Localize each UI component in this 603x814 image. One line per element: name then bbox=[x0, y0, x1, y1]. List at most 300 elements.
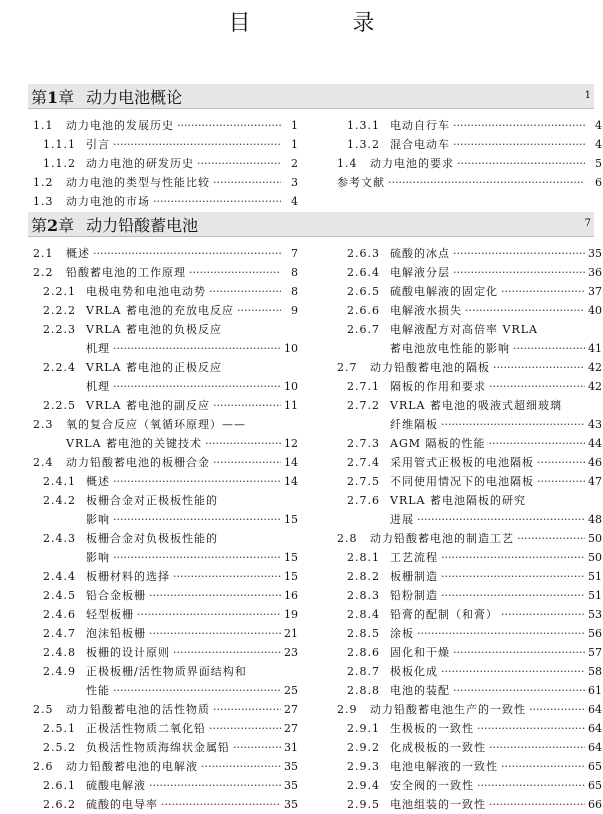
leader-dots bbox=[417, 624, 585, 643]
leader-dots bbox=[453, 681, 585, 700]
entry-line bbox=[390, 377, 602, 396]
leader-dots bbox=[493, 358, 585, 377]
page-number: 35 bbox=[284, 798, 298, 811]
entry-line bbox=[390, 453, 602, 472]
chapter-name: 动力电池概论 bbox=[86, 88, 183, 107]
section-title: 动力电池的类型与性能比较 bbox=[66, 176, 210, 189]
toc-entry[interactable] bbox=[28, 320, 298, 339]
entry-line bbox=[390, 244, 602, 263]
section-number: 1.3.2 bbox=[347, 138, 380, 151]
leader-dots bbox=[173, 643, 281, 662]
toc-entry[interactable] bbox=[28, 662, 298, 681]
leader-dots bbox=[477, 719, 585, 738]
entry-line bbox=[66, 434, 298, 453]
toc-entry[interactable] bbox=[332, 154, 602, 173]
section-number: 1.1 bbox=[33, 119, 54, 132]
section-title: VRLA 蓄电池的正极反应 bbox=[86, 361, 222, 374]
toc-entry[interactable] bbox=[332, 116, 602, 135]
section-title: 正极板栅/活性物质界面结构和 bbox=[86, 665, 247, 678]
page-number: 61 bbox=[588, 684, 602, 697]
leader-dots bbox=[529, 700, 585, 719]
page-number: 12 bbox=[284, 437, 298, 450]
leader-dots bbox=[489, 795, 585, 814]
section-number: 1.1.2 bbox=[43, 157, 76, 170]
entry-line bbox=[390, 415, 602, 434]
leader-dots bbox=[517, 529, 585, 548]
section-title: 电解液分层 bbox=[390, 266, 450, 279]
toc-entry[interactable] bbox=[28, 795, 298, 814]
section-title: 铅膏的配制（和膏） bbox=[390, 608, 498, 621]
leader-dots bbox=[501, 282, 585, 301]
section-title: 概述 bbox=[86, 475, 110, 488]
toc-entry[interactable] bbox=[332, 795, 602, 814]
page-number: 42 bbox=[588, 361, 602, 374]
section-title: 动力铅酸蓄电池的活性物质 bbox=[66, 703, 210, 716]
section-title: 动力铅酸蓄电池的隔板 bbox=[370, 361, 490, 374]
entry-line bbox=[86, 377, 298, 396]
section-number: 2.2.1 bbox=[43, 285, 76, 298]
entry-line bbox=[86, 662, 298, 681]
leader-dots bbox=[113, 548, 281, 567]
leader-dots bbox=[213, 173, 281, 192]
leader-dots bbox=[417, 510, 585, 529]
page-number: 37 bbox=[588, 285, 602, 298]
page-number: 31 bbox=[284, 741, 298, 754]
section-number: 2.8.4 bbox=[347, 608, 380, 621]
section-title: VRLA 蓄电池的关键技术 bbox=[66, 437, 202, 450]
toc-entry[interactable] bbox=[28, 173, 298, 192]
entry-line bbox=[390, 116, 602, 135]
section-title: 铅合金板栅 bbox=[86, 589, 146, 602]
toc-entry[interactable] bbox=[332, 415, 602, 434]
entry-line bbox=[66, 244, 298, 263]
entry-line bbox=[66, 700, 298, 719]
toc-entry[interactable] bbox=[332, 776, 602, 795]
section-number: 2.7.2 bbox=[347, 399, 380, 412]
leader-dots bbox=[177, 116, 281, 135]
toc-entry[interactable] bbox=[332, 700, 602, 719]
toc-entry[interactable] bbox=[332, 643, 602, 662]
page-number: 35 bbox=[284, 779, 298, 792]
page-number: 40 bbox=[588, 304, 602, 317]
toc-entry[interactable] bbox=[28, 453, 298, 472]
entry-line bbox=[86, 358, 298, 377]
entry-line bbox=[390, 396, 602, 415]
leader-dots bbox=[161, 795, 281, 814]
section-title: 铅酸蓄电池的工作原理 bbox=[66, 266, 186, 279]
entry-line bbox=[86, 681, 298, 700]
toc-entry[interactable] bbox=[332, 453, 602, 472]
toc-column-left bbox=[28, 244, 298, 814]
toc-entry[interactable] bbox=[28, 776, 298, 795]
toc-entry[interactable] bbox=[332, 681, 602, 700]
page-number: 65 bbox=[588, 779, 602, 792]
entry-line bbox=[86, 135, 298, 154]
section-number: 2.7.5 bbox=[347, 475, 380, 488]
section-title: 机理 bbox=[86, 342, 110, 355]
section-number: 2.2.5 bbox=[43, 399, 76, 412]
page-number: 25 bbox=[284, 684, 298, 697]
entry-line bbox=[390, 282, 602, 301]
toc-entry[interactable] bbox=[332, 135, 602, 154]
toc-entry[interactable] bbox=[332, 358, 602, 377]
toc-entry[interactable] bbox=[28, 396, 298, 415]
section-title: 动力铅酸蓄电池的制造工艺 bbox=[370, 532, 514, 545]
section-title: 固化和干燥 bbox=[390, 646, 450, 659]
toc-entry[interactable] bbox=[332, 605, 602, 624]
entry-line bbox=[86, 529, 298, 548]
leader-dots bbox=[477, 776, 585, 795]
page-number: 44 bbox=[588, 437, 602, 450]
page-number: 14 bbox=[284, 456, 298, 469]
chapter-number: 1 bbox=[47, 88, 59, 107]
toc-entry[interactable] bbox=[332, 662, 602, 681]
toc-entry[interactable] bbox=[28, 567, 298, 586]
section-number: 2.9.2 bbox=[347, 741, 380, 754]
section-title: 影响 bbox=[86, 551, 110, 564]
toc-entry[interactable] bbox=[28, 244, 298, 263]
section-title: 负极活性物质海绵状金属铅 bbox=[86, 741, 230, 754]
section-number: 2.8.7 bbox=[347, 665, 380, 678]
entry-line bbox=[66, 173, 298, 192]
chapter-page: 1 bbox=[584, 90, 591, 101]
page-number: 11 bbox=[284, 399, 298, 412]
toc-entry[interactable] bbox=[28, 491, 298, 510]
toc-entry[interactable] bbox=[28, 434, 298, 453]
section-title: 蓄电池放电性能的影响 bbox=[390, 342, 510, 355]
entry-line bbox=[390, 472, 602, 491]
section-title: 硫酸的冰点 bbox=[390, 247, 450, 260]
toc-entry[interactable] bbox=[28, 358, 298, 377]
section-title: 电池电解液的一致性 bbox=[390, 760, 498, 773]
entry-line bbox=[86, 776, 298, 795]
section-number: 1.2 bbox=[33, 176, 54, 189]
chapter-label: 第 bbox=[31, 88, 48, 107]
page-number: 4 bbox=[595, 138, 602, 151]
page-number: 64 bbox=[588, 741, 602, 754]
entry-line bbox=[390, 662, 602, 681]
section-number: 2.5.1 bbox=[43, 722, 76, 735]
leader-dots bbox=[209, 282, 281, 301]
section-title: 概述 bbox=[66, 247, 90, 260]
section-title: VRLA 蓄电池的副反应 bbox=[86, 399, 210, 412]
section-number: 2.9.3 bbox=[347, 760, 380, 773]
chapter-title bbox=[31, 213, 198, 236]
toc-entry[interactable] bbox=[332, 757, 602, 776]
toc-column-right bbox=[332, 244, 602, 814]
page-number: 51 bbox=[588, 589, 602, 602]
section-title: 电动自行车 bbox=[390, 119, 450, 132]
toc-entry[interactable] bbox=[332, 510, 602, 529]
entry-line bbox=[86, 491, 298, 510]
toc-column-right bbox=[332, 116, 602, 192]
toc-entry[interactable] bbox=[28, 339, 298, 358]
section-title: 动力电池的市场 bbox=[66, 195, 150, 208]
leader-dots bbox=[189, 263, 281, 282]
entry-line bbox=[370, 358, 602, 377]
page-number: 4 bbox=[291, 195, 298, 208]
leader-dots bbox=[501, 605, 585, 624]
toc-entry[interactable] bbox=[28, 154, 298, 173]
page-number: 41 bbox=[588, 342, 602, 355]
section-title: 安全阀的一致性 bbox=[390, 779, 474, 792]
entry-line bbox=[390, 643, 602, 662]
section-number: 2.6.4 bbox=[347, 266, 380, 279]
toc-entry[interactable] bbox=[332, 434, 602, 453]
section-title: 化成极板的一致性 bbox=[390, 741, 486, 754]
toc-entry[interactable] bbox=[28, 643, 298, 662]
page-number: 15 bbox=[284, 570, 298, 583]
section-number: 2.6.2 bbox=[43, 798, 76, 811]
chapter-heading-1[interactable] bbox=[28, 84, 594, 109]
toc-entry[interactable] bbox=[332, 301, 602, 320]
section-title: 电池的装配 bbox=[390, 684, 450, 697]
section-number: 2.2.3 bbox=[43, 323, 76, 336]
section-number: 2.1 bbox=[33, 247, 54, 260]
section-number: 2.4.8 bbox=[43, 646, 76, 659]
chapter-unit: 章 bbox=[58, 88, 75, 107]
toc-entry[interactable] bbox=[28, 415, 298, 434]
page-number: 27 bbox=[284, 703, 298, 716]
section-number: 2.2.4 bbox=[43, 361, 76, 374]
leader-dots bbox=[457, 154, 585, 173]
entry-line bbox=[390, 548, 602, 567]
leader-dots bbox=[113, 339, 281, 358]
page-number: 53 bbox=[588, 608, 602, 621]
toc-entry[interactable] bbox=[332, 738, 602, 757]
entry-line bbox=[66, 263, 298, 282]
section-number: 2.4.2 bbox=[43, 494, 76, 507]
entry-line bbox=[390, 757, 602, 776]
toc-entry[interactable] bbox=[332, 282, 602, 301]
chapter-page: 7 bbox=[584, 218, 591, 229]
section-title: 进展 bbox=[390, 513, 414, 526]
page-number: 3 bbox=[291, 176, 298, 189]
entry-line bbox=[390, 795, 602, 814]
page-number: 9 bbox=[291, 304, 298, 317]
entry-line bbox=[86, 472, 298, 491]
entry-line bbox=[390, 510, 602, 529]
section-number: 2.7.1 bbox=[347, 380, 380, 393]
entry-line bbox=[86, 510, 298, 529]
toc-entry[interactable] bbox=[332, 396, 602, 415]
section-number: 2.8.1 bbox=[347, 551, 380, 564]
section-number: 2.9 bbox=[337, 703, 358, 716]
entry-line bbox=[66, 116, 298, 135]
leader-dots bbox=[113, 377, 281, 396]
toc-entry[interactable] bbox=[28, 135, 298, 154]
toc-entry[interactable] bbox=[28, 548, 298, 567]
leader-dots bbox=[513, 339, 585, 358]
toc-entry[interactable] bbox=[28, 263, 298, 282]
toc-entry[interactable] bbox=[28, 719, 298, 738]
entry-line bbox=[390, 135, 602, 154]
toc-entry[interactable] bbox=[28, 529, 298, 548]
section-number: 2.2.2 bbox=[43, 304, 76, 317]
toc-entry[interactable] bbox=[28, 116, 298, 135]
page-number: 8 bbox=[291, 266, 298, 279]
entry-line bbox=[390, 681, 602, 700]
section-number: 2.4.1 bbox=[43, 475, 76, 488]
leader-dots bbox=[441, 548, 585, 567]
entry-line bbox=[86, 643, 298, 662]
section-title: 性能 bbox=[86, 684, 110, 697]
page-number: 46 bbox=[588, 456, 602, 469]
toc-entry[interactable] bbox=[28, 472, 298, 491]
entry-line bbox=[390, 719, 602, 738]
toc-entry[interactable] bbox=[332, 586, 602, 605]
section-title: 板栅合金对负极板性能的 bbox=[86, 532, 218, 545]
page-number: 10 bbox=[284, 380, 298, 393]
section-title: 电解液水损失 bbox=[390, 304, 462, 317]
section-number: 2.6.6 bbox=[347, 304, 380, 317]
toc-entry[interactable] bbox=[28, 192, 298, 211]
section-number: 1.3 bbox=[33, 195, 54, 208]
toc-entry[interactable] bbox=[332, 173, 602, 192]
toc-entry[interactable] bbox=[332, 263, 602, 282]
chapter-heading-2[interactable] bbox=[28, 212, 594, 237]
page-number: 1 bbox=[291, 138, 298, 151]
section-number: 2.8.8 bbox=[347, 684, 380, 697]
entry-line bbox=[66, 415, 298, 434]
leader-dots bbox=[213, 396, 281, 415]
section-title: 极板化成 bbox=[390, 665, 438, 678]
entry-line bbox=[86, 548, 298, 567]
leader-dots bbox=[237, 301, 281, 320]
section-title: 正极活性物质二氧化铅 bbox=[86, 722, 206, 735]
section-title: 硫酸电解液的固定化 bbox=[390, 285, 498, 298]
toc-entry[interactable] bbox=[28, 282, 298, 301]
leader-dots bbox=[209, 719, 281, 738]
section-number: 2.9.5 bbox=[347, 798, 380, 811]
entry-line bbox=[86, 339, 298, 358]
toc-entry[interactable] bbox=[332, 624, 602, 643]
section-number: 2.8.3 bbox=[347, 589, 380, 602]
entry-line bbox=[66, 192, 298, 211]
toc-column-left bbox=[28, 116, 298, 211]
section-number: 2.4.9 bbox=[43, 665, 76, 678]
section-number: 2.9.4 bbox=[347, 779, 380, 792]
page-number: 21 bbox=[284, 627, 298, 640]
entry-line bbox=[390, 263, 602, 282]
section-number: 2.4.5 bbox=[43, 589, 76, 602]
entry-line bbox=[86, 154, 298, 173]
entry-line bbox=[86, 605, 298, 624]
toc-entry[interactable] bbox=[28, 757, 298, 776]
page-number: 6 bbox=[595, 176, 602, 189]
leader-dots bbox=[153, 192, 281, 211]
section-title: 工艺流程 bbox=[390, 551, 438, 564]
leader-dots bbox=[213, 453, 281, 472]
toc-entry[interactable] bbox=[332, 377, 602, 396]
page-number: 64 bbox=[588, 722, 602, 735]
leader-dots bbox=[149, 586, 281, 605]
leader-dots bbox=[233, 738, 281, 757]
toc-entry[interactable] bbox=[332, 320, 602, 339]
entry-line bbox=[390, 434, 602, 453]
section-number: 1.3.1 bbox=[347, 119, 380, 132]
page-title: 目 录 bbox=[228, 11, 415, 36]
entry-line bbox=[390, 301, 602, 320]
leader-dots bbox=[113, 681, 281, 700]
section-title: VRLA 蓄电池的吸液式超细玻璃 bbox=[390, 399, 562, 412]
leader-dots bbox=[113, 135, 281, 154]
toc-entry[interactable] bbox=[332, 529, 602, 548]
toc-entry[interactable] bbox=[332, 548, 602, 567]
section-number: 2.4.4 bbox=[43, 570, 76, 583]
toc-entry[interactable] bbox=[28, 510, 298, 529]
leader-dots bbox=[149, 624, 281, 643]
toc-entry[interactable] bbox=[332, 244, 602, 263]
section-title: 混合电动车 bbox=[390, 138, 450, 151]
toc-entry[interactable] bbox=[332, 719, 602, 738]
section-title: 氧的复合反应（氧循环原理）—— bbox=[66, 418, 246, 431]
section-title: AGM 隔板的性能 bbox=[390, 437, 486, 450]
page-number: 47 bbox=[588, 475, 602, 488]
toc-entry[interactable] bbox=[28, 738, 298, 757]
section-number: 2.7.3 bbox=[347, 437, 380, 450]
section-title: 轻型板栅 bbox=[86, 608, 134, 621]
section-number: 2.7 bbox=[337, 361, 358, 374]
section-number: 2.5.2 bbox=[43, 741, 76, 754]
section-title: 涂板 bbox=[390, 627, 414, 640]
toc-entry[interactable] bbox=[28, 301, 298, 320]
section-title: 硫酸的电导率 bbox=[86, 798, 158, 811]
section-title: 硫酸电解液 bbox=[86, 779, 146, 792]
leader-dots bbox=[489, 434, 586, 453]
page-number: 66 bbox=[588, 798, 602, 811]
entry-line bbox=[86, 719, 298, 738]
section-number: 2.7.4 bbox=[347, 456, 380, 469]
section-title: 泡沫铅板栅 bbox=[86, 627, 146, 640]
leader-dots bbox=[137, 605, 281, 624]
toc-entry[interactable] bbox=[332, 491, 602, 510]
leader-dots bbox=[441, 586, 585, 605]
leader-dots bbox=[453, 135, 585, 154]
toc-entry[interactable] bbox=[28, 681, 298, 700]
toc-entry[interactable] bbox=[332, 567, 602, 586]
toc-entry[interactable] bbox=[28, 624, 298, 643]
page-number: 42 bbox=[588, 380, 602, 393]
chapter-title bbox=[31, 85, 182, 108]
leader-dots bbox=[501, 757, 585, 776]
leader-dots bbox=[489, 738, 585, 757]
toc-entry[interactable] bbox=[28, 586, 298, 605]
leader-dots bbox=[205, 434, 281, 453]
toc-entry[interactable] bbox=[28, 377, 298, 396]
page-number: 43 bbox=[588, 418, 602, 431]
leader-dots bbox=[537, 453, 585, 472]
section-number: 2.8 bbox=[337, 532, 358, 545]
toc-entry[interactable] bbox=[28, 605, 298, 624]
entry-line bbox=[86, 738, 298, 757]
entry-line bbox=[86, 586, 298, 605]
toc-entry[interactable] bbox=[332, 472, 602, 491]
leader-dots bbox=[173, 567, 281, 586]
leader-dots bbox=[113, 472, 281, 491]
chapter-number: 2 bbox=[47, 216, 59, 235]
section-number: 2.4.7 bbox=[43, 627, 76, 640]
leader-dots bbox=[441, 662, 585, 681]
section-number: 2.8.6 bbox=[347, 646, 380, 659]
toc-entry[interactable] bbox=[332, 339, 602, 358]
toc-entry[interactable] bbox=[28, 700, 298, 719]
entry-line bbox=[86, 320, 298, 339]
entry-line bbox=[86, 567, 298, 586]
section-title: VRLA 蓄电池的充放电反应 bbox=[86, 304, 234, 317]
entry-line bbox=[86, 624, 298, 643]
section-number: 2.6.5 bbox=[347, 285, 380, 298]
